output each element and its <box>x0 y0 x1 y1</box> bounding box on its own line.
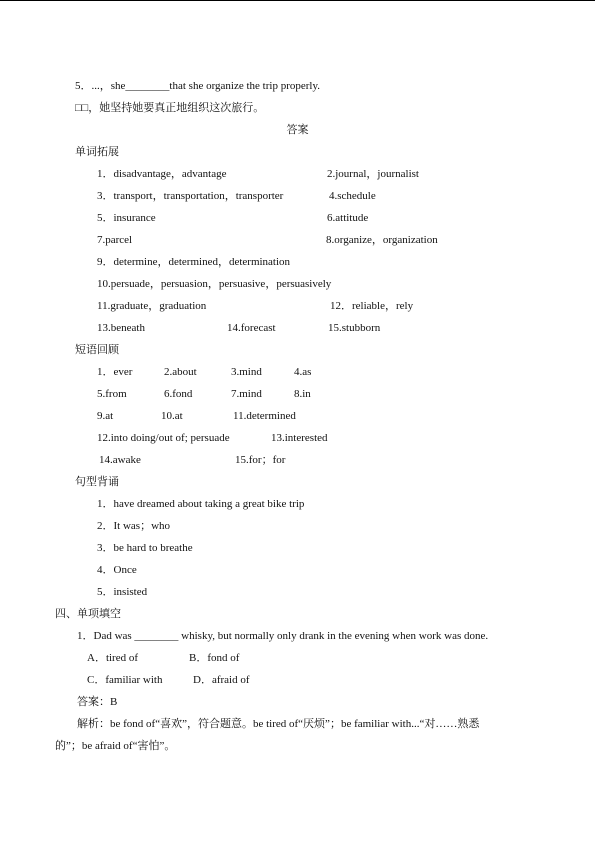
section-heading-single-choice: 四、单项填空 <box>55 607 121 620</box>
vocab-item: 8.organize，organization <box>326 234 438 246</box>
vocab-item: 11.graduate，graduation <box>97 300 207 312</box>
phrase-item: 4.as <box>294 366 312 378</box>
vocab-item: 7.parcel <box>97 234 133 246</box>
page-top-border <box>0 0 595 1</box>
question-1-stem: 1．Dad was ________ whisky, but normally only drank in the evening when work was done. <box>77 630 489 642</box>
phrase-item: 3.mind <box>231 366 262 378</box>
question-5-sentence: 5．...，she________that she organize the trip properly. <box>75 80 321 92</box>
phrase-item: 8.in <box>294 388 311 400</box>
vocab-item: 9．determine，determined，determination <box>97 256 291 268</box>
explanation-line-1: 解析：be fond of“喜欢”，符合题意。be tired of“厌烦”；be familiar with...“对……熟悉 <box>77 718 480 730</box>
option-a: A．tired of <box>87 652 139 664</box>
section-heading-sentences: 句型背诵 <box>75 475 119 488</box>
phrase-item: 12.into doing/out of; persuade <box>97 432 230 444</box>
vocab-item: 13.beneath <box>97 322 145 334</box>
phrase-item: 1．ever <box>97 366 133 378</box>
answer-title: 答案 <box>286 124 309 136</box>
vocab-item: 12．reliable，rely <box>330 300 414 312</box>
phrase-item: 2.about <box>164 366 197 378</box>
phrase-item: 15.for；for <box>235 454 286 466</box>
phrase-item: 6.fond <box>164 388 193 400</box>
option-b: B．fond of <box>189 652 240 664</box>
sentence-item: 3．be hard to breathe <box>97 542 193 554</box>
vocab-item: 10.persuade，persuasion，persuasive，persuasively <box>97 278 332 290</box>
vocab-item: 4.schedule <box>329 190 376 202</box>
phrase-item: 5.from <box>97 388 127 400</box>
question-5-translation: □□，她坚持她要真正地组织这次旅行。 <box>75 102 265 114</box>
vocab-item: 3．transport，transportation，transporter <box>97 190 284 202</box>
option-d: D．afraid of <box>193 674 250 686</box>
phrase-item: 10.at <box>161 410 183 422</box>
vocab-item: 2.journal，journalist <box>327 168 419 180</box>
phrase-item: 13.interested <box>271 432 328 444</box>
phrase-item: 14.awake <box>99 454 141 466</box>
phrase-item: 11.determined <box>233 410 296 422</box>
answer-line: 答案：B <box>77 696 118 708</box>
section-heading-phrases: 短语回顾 <box>75 343 119 356</box>
vocab-item: 1．disadvantage，advantage <box>97 168 227 180</box>
sentence-item: 2．It was；who <box>97 520 171 532</box>
explanation-line-2: 的”；be afraid of“害怕”。 <box>55 740 176 752</box>
vocab-item: 14.forecast <box>227 322 276 334</box>
vocab-item: 6.attitude <box>327 212 369 224</box>
option-c: C．familiar with <box>87 674 163 686</box>
sentence-item: 5．insisted <box>97 586 148 598</box>
vocab-item: 15.stubborn <box>328 322 381 334</box>
phrase-item: 7.mind <box>231 388 262 400</box>
sentence-item: 1．have dreamed about taking a great bike trip <box>97 498 305 510</box>
vocab-item: 5．insurance <box>97 212 156 224</box>
phrase-item: 9.at <box>97 410 114 422</box>
section-heading-vocab: 单词拓展 <box>75 145 119 158</box>
sentence-item: 4．Once <box>97 564 137 576</box>
